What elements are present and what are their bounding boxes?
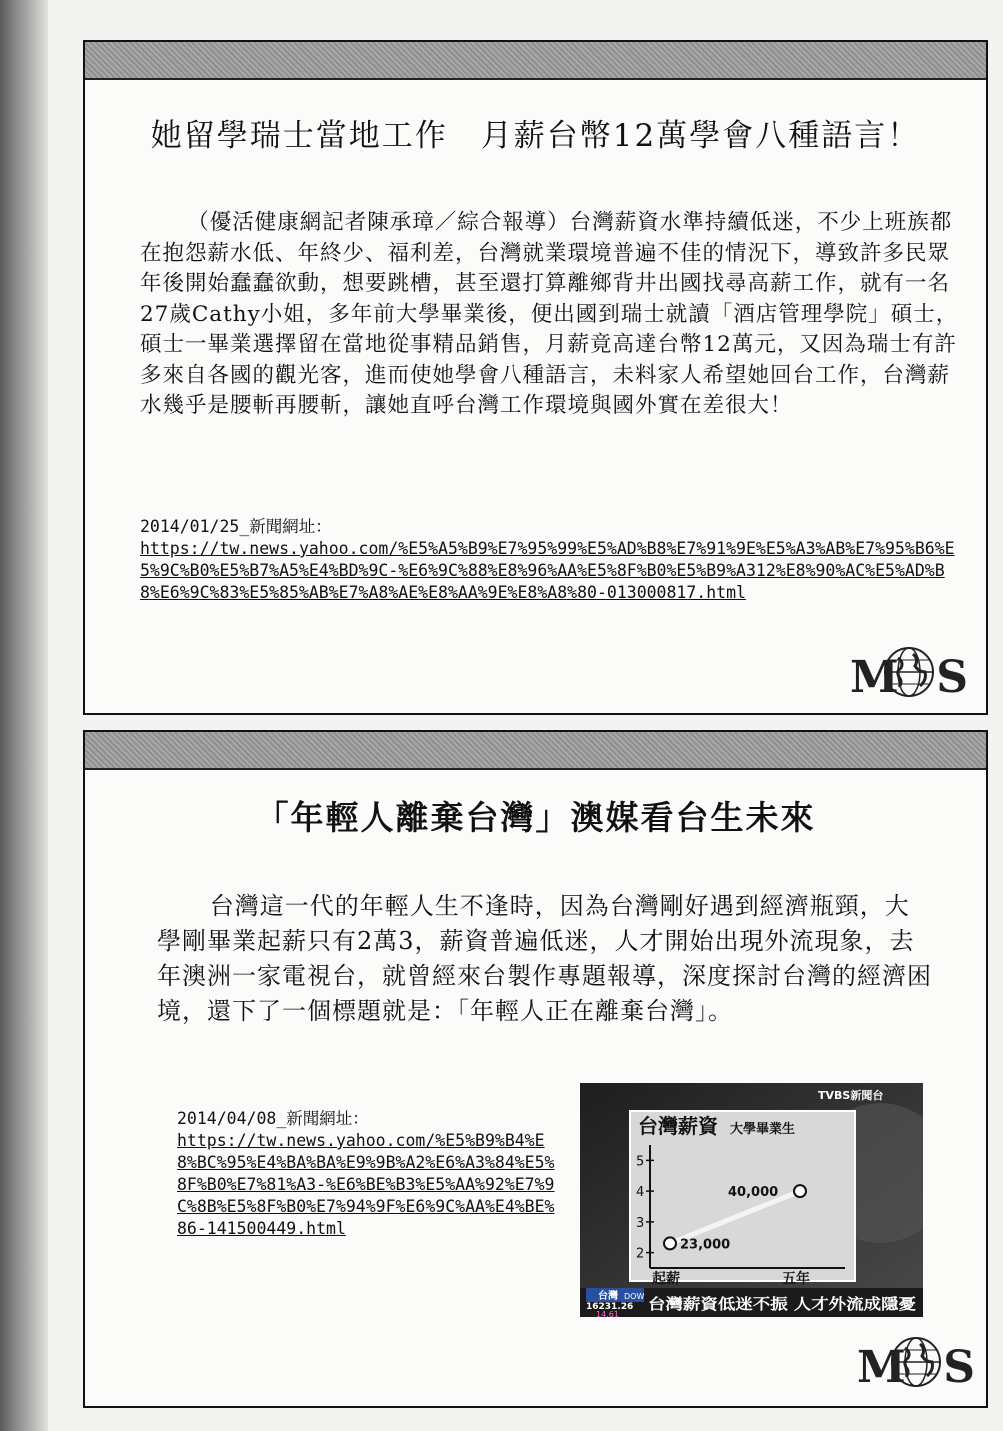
tv-news-screenshot <box>580 1083 923 1317</box>
data-label: 40,000 <box>728 1185 779 1201</box>
slide-1 <box>83 40 988 715</box>
slide-2-paragraph: 台灣這一代的年輕人生不逢時，因為台灣剛好遇到經濟瓶頸，大學剛畢業起薪只有2萬3，薪資普遍低迷，人才開始出現外流現象，去年澳洲一家電視台，就曾經來台製作專題報導，深度探討台灣的經濟困境，還下了一個標題就是：「年輕人正在離棄台灣」。 <box>157 892 932 1025</box>
source-url-link[interactable]: https://tw.news.yahoo.com/%E5%A5%B9%E7%95%99%E5%AD%B8%E7%91%9E%E5%A3%AB%E7%95%B6%E5%9C%B0%E5%B7%A5%E4%BD%9C-%E6%9C%88%E8%96%AA%E5%8F%B0%E5%B9%A312%E8%90%AC%E5%AD%B8%E6%9C%83%E5%85%AB%E7%A8%AE%E8%AA%9E%E8%A8%80-013000817.html <box>140 539 955 602</box>
tv-channel-logo: TVBS新聞台 <box>818 1089 884 1102</box>
chart-title: 台灣薪資 <box>638 1114 718 1138</box>
logo-lettering: MS <box>850 652 968 698</box>
chart-subtitle: 大學畢業生 <box>730 1122 796 1137</box>
ms-globe-logo <box>850 646 968 698</box>
slide-1-title: 她留學瑞士當地工作 月薪台幣12萬學會八種語言！ <box>150 118 921 154</box>
slide-header-bar <box>85 42 986 80</box>
slide-1-source <box>140 516 960 604</box>
source-date: 2014/01/25_新聞網址： <box>140 517 332 536</box>
y-tick-label: 5 <box>636 1154 645 1170</box>
source-url-link[interactable]: https://tw.news.yahoo.com/%E5%B9%B4%E8%BC%95%E4%BA%BA%E9%9B%A2%E6%A3%84%E5%8F%B0%E7%81%A3-%E6%BE%B3%E5%AA%92%E7%9C%8B%E5%8F%B0%E7%94%9F%E6%9C%AA%E4%BE%86-141500449.html <box>177 1131 555 1238</box>
data-point <box>794 1185 806 1197</box>
y-tick-label: 3 <box>636 1215 645 1231</box>
ticker-change: 14.61 <box>596 1310 619 1317</box>
tv-headline: 台灣薪資低迷不振 人才外流成隱憂 <box>648 1295 916 1313</box>
slide-1-paragraph: （優活健康網記者陳承璋／綜合報導）台灣薪資水準持續低迷，不少上班族都在抱怨薪水低、年終少、福利差，台灣就業環境普遍不佳的情況下，導致許多民眾年後開始蠢蠢欲動，想要跳槽，甚至還打算離鄉背井出國找尋高薪工作，就有一名27歲Cathy小姐，多年前大學畢業後，便出國到瑞士就讀「酒店管理學院」碩士，碩士一畢業選擇留在當地從事精品銷售，月薪竟高達台幣12萬元，又因為瑞士有許多來自各國的觀光客，進而使她學會八種語言，未料家人希望她回台工作，台灣薪水幾乎是腰斬再腰斬，讓她直呼台灣工作環境與國外實在差很大！ <box>140 210 959 418</box>
slide-2-title: 「年輕人離棄台灣」澳媒看台生未來 <box>255 798 816 837</box>
book-spine-shadow <box>0 0 48 1431</box>
ticker-value: 16231.26 <box>586 1302 634 1312</box>
slide-2 <box>83 730 988 1408</box>
x-tick-label: 起薪 <box>652 1271 680 1287</box>
source-date: 2014/04/08_新聞網址： <box>177 1109 369 1128</box>
x-tick-label: 五年 <box>782 1271 810 1287</box>
tv-chart-frame <box>580 1083 923 1317</box>
slide-header-bar <box>85 732 986 770</box>
logo-lettering: MS <box>857 1342 975 1388</box>
data-point <box>664 1237 676 1249</box>
y-tick-label: 4 <box>636 1185 645 1201</box>
y-tick-label: 2 <box>636 1246 645 1262</box>
ms-globe-logo <box>857 1336 975 1388</box>
ticker-index: DOW <box>624 1292 645 1301</box>
data-label: 23,000 <box>680 1237 731 1253</box>
slide-2-source <box>177 1108 557 1240</box>
ticker-label: 台灣 <box>598 1291 618 1302</box>
